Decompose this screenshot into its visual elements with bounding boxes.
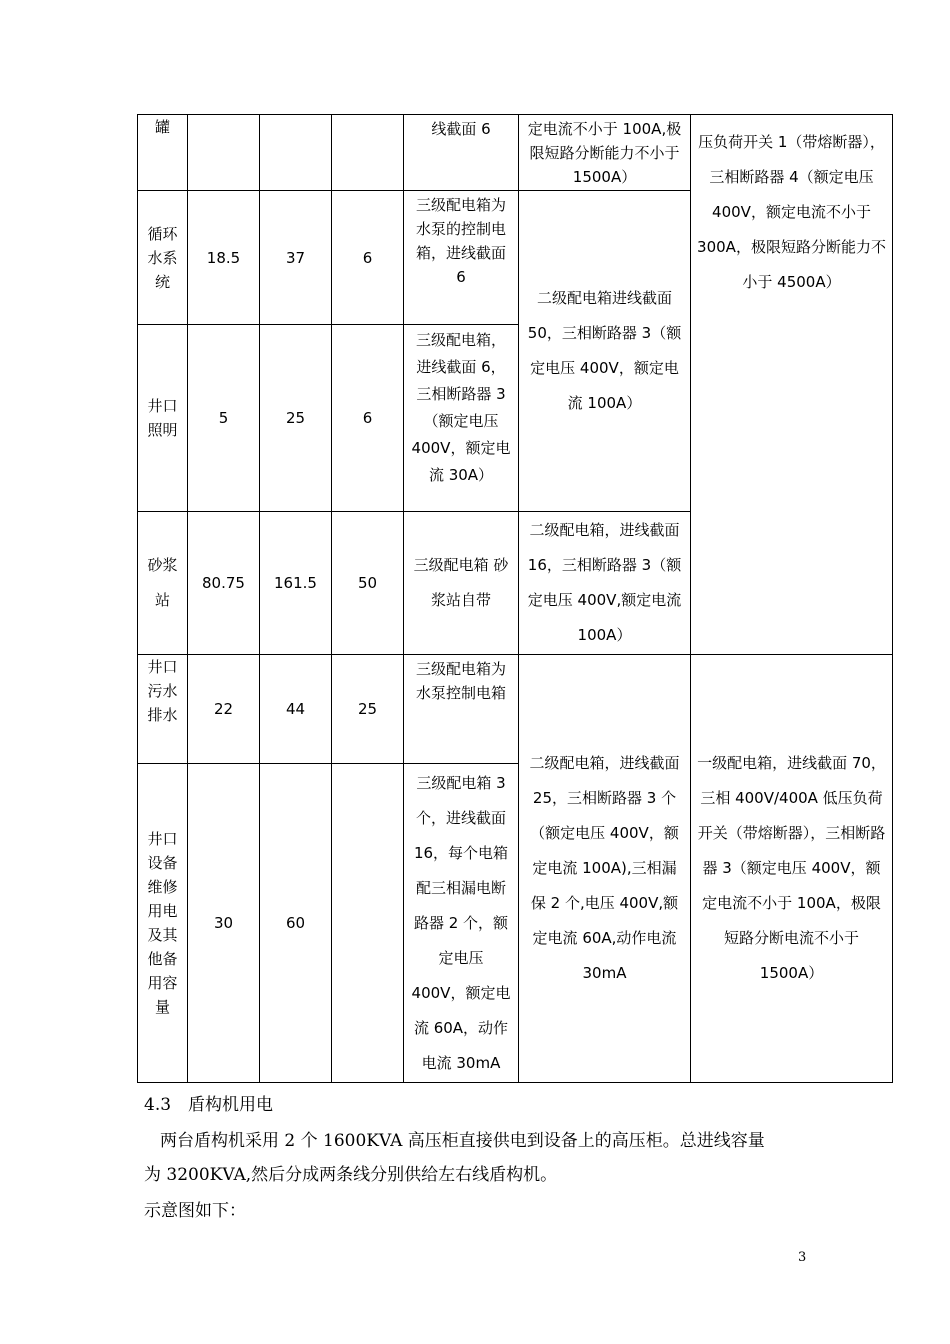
cell-tertiary-box: 三级配电箱为水泵控制电箱 [404, 655, 519, 764]
cell-value: 37 [260, 191, 332, 325]
paragraph-line: 为 3200KVA,然后分成两条线分别供给左右线盾构机。 [144, 1165, 558, 1185]
section-heading: 4.3 盾构机用电 [144, 1095, 274, 1115]
cell-primary-box: 一级配电箱，进线截面 70，三相 400V/400A 低压负荷开关（带熔断器），三相断路器 3（额定电压 400V，额定电流不小于 100A，极限短路分断电流不小于 1500A） [691, 655, 893, 1083]
cell-value [332, 764, 404, 1083]
cell-secondary-box: 定电流不小于 100A,极限短路分断能力不小于 1500A） [519, 115, 691, 191]
cell-secondary-box: 二级配电箱，进线截面 25，三相断路器 3 个（额定电压 400V，额定电流 100A),三相漏保 2 个,电压 400V,额定电流 60A,动作电流 30mA [519, 655, 691, 1083]
table-row [138, 655, 893, 764]
cell-primary-box: 压负荷开关 1（带熔断器），三相断路器 4（额定电压 400V，额定电流不小于 300A，极限短路分断能力不小于 4500A） [691, 115, 893, 655]
power-distribution-table [137, 114, 893, 1083]
cell-name: 井口设备维修用电及其他备用容量 [138, 764, 188, 1083]
cell-value [260, 115, 332, 191]
cell-value: 5 [188, 325, 260, 512]
cell-name: 砂浆站 [138, 512, 188, 655]
cell-tertiary-box: 三级配电箱，进线截面 6，三相断路器 3（额定电压 400V，额定电流 30A） [404, 325, 519, 512]
cell-value: 44 [260, 655, 332, 764]
cell-value [332, 115, 404, 191]
paragraph-line: 两台盾构机采用 2 个 1600KVA 高压柜直接供电到设备上的高压柜。总进线容量 [160, 1131, 765, 1151]
cell-value: 30 [188, 764, 260, 1083]
cell-value [188, 115, 260, 191]
cell-name: 循环水系统 [138, 191, 188, 325]
cell-value: 18.5 [188, 191, 260, 325]
cell-tertiary-box: 三级配电箱为水泵的控制电箱，进线截面 6 [404, 191, 519, 325]
cell-name: 井口污水排水 [138, 655, 188, 764]
cell-tertiary-box: 三级配电箱 砂浆站自带 [404, 512, 519, 655]
cell-tertiary-box: 线截面 6 [404, 115, 519, 191]
cell-secondary-box: 二级配电箱进线截面 50，三相断路器 3（额定电压 400V，额定电流 100A） [519, 191, 691, 512]
cell-value: 80.75 [188, 512, 260, 655]
page-number: 3 [798, 1250, 807, 1265]
cell-value: 50 [332, 512, 404, 655]
cell-tertiary-box: 三级配电箱 3 个，进线截面 16，每个电箱配三相漏电断路器 2 个，额定电压 400V，额定电流 60A，动作电流 30mA [404, 764, 519, 1083]
cell-value: 6 [332, 191, 404, 325]
cell-name: 井口照明 [138, 325, 188, 512]
cell-value: 25 [260, 325, 332, 512]
table-row [138, 115, 893, 191]
cell-value: 25 [332, 655, 404, 764]
cell-name: 罐 [138, 115, 188, 191]
cell-value: 22 [188, 655, 260, 764]
diagram-caption: 示意图如下： [144, 1201, 246, 1221]
cell-value: 60 [260, 764, 332, 1083]
cell-value: 6 [332, 325, 404, 512]
cell-secondary-box: 二级配电箱，进线截面 16，三相断路器 3（额定电压 400V,额定电流 100A） [519, 512, 691, 655]
cell-value: 161.5 [260, 512, 332, 655]
